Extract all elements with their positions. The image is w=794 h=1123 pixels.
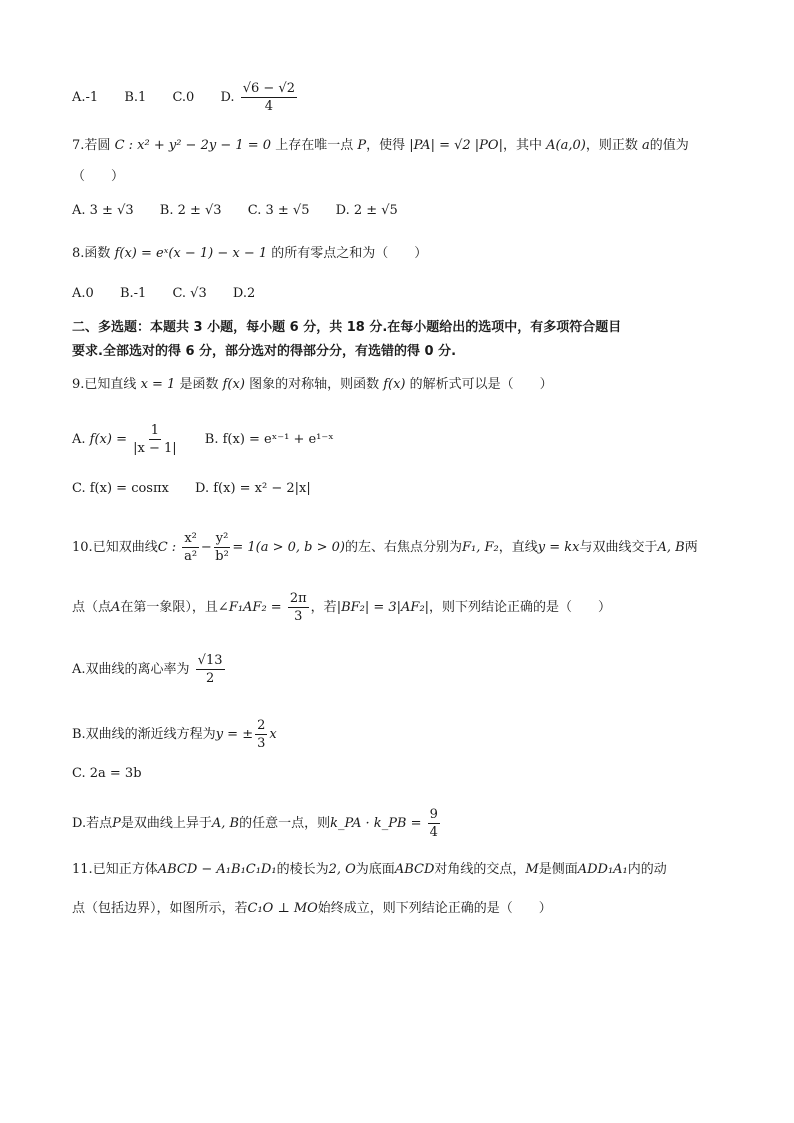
- q10-option-d-num: 9: [429, 807, 438, 822]
- q7-option-c[interactable]: C. 3 ± √5: [247, 203, 310, 218]
- q7-condition: |PA| = √2 |PO|: [409, 138, 503, 153]
- q10-angle-den: 3: [294, 609, 303, 624]
- q7-stem: [72, 136, 689, 156]
- q9-func-1: f(x): [222, 377, 245, 392]
- q11-text-5: 是侧面: [538, 862, 578, 877]
- q11-text-4: 对角线的交点，: [434, 862, 526, 877]
- q11-l2-text-1: 点（包括边界），如图所示，若: [72, 901, 248, 916]
- q10-line: y = kx: [537, 540, 580, 555]
- q7-text-2: 上存在唯一点: [275, 138, 354, 153]
- q10-equation-rhs: = 1(a > 0, b > 0): [232, 540, 345, 555]
- q8-text-1: 函数: [84, 246, 111, 261]
- q10-text-4: 与双曲线交于: [579, 540, 658, 555]
- q10-y-fraction: [214, 532, 231, 563]
- q9-option-c[interactable]: C. f(x) = cosπx: [72, 481, 169, 496]
- q9-axis-line: x = 1: [140, 377, 176, 392]
- q10-points-ab: A, B: [657, 540, 685, 555]
- q9-number: 9.: [72, 377, 85, 392]
- q11-base: ABCD: [394, 862, 435, 877]
- q10-option-b-num: 2: [257, 718, 266, 733]
- q9-option-a[interactable]: [72, 424, 179, 455]
- q6-d-numerator: √6 − √2: [242, 81, 295, 96]
- q11-text-6: 内的动: [627, 862, 667, 877]
- q7-text-4: ，其中: [502, 138, 542, 153]
- q9-option-b[interactable]: B. f(x) = eˣ⁻¹ + e¹⁻ˣ: [204, 432, 334, 447]
- q11-condition: C₁O ⊥ MO: [247, 901, 318, 916]
- q8-option-d[interactable]: D.2: [232, 286, 256, 301]
- q10-option-b-den: 3: [257, 736, 266, 751]
- q10-option-a[interactable]: [72, 654, 227, 685]
- q10-x-den: a²: [184, 549, 198, 564]
- q6-d-denominator: 4: [264, 99, 273, 114]
- q9-options-row-1: [72, 424, 356, 455]
- q10-minus: −: [200, 540, 212, 555]
- q10-option-d[interactable]: [72, 808, 442, 839]
- q6-options: [72, 82, 321, 113]
- q8-text-2: 的所有零点之和为（ ）: [271, 246, 428, 261]
- q10-l2-text-2: 在第一象限），且: [120, 600, 218, 615]
- q11-stem-line-1: [72, 860, 667, 880]
- q7-options: [72, 201, 420, 221]
- q10-condition: |BF₂| = 3|AF₂|: [336, 600, 430, 615]
- q10-option-a-den: 2: [205, 671, 215, 686]
- q7-var-a: a: [641, 138, 650, 153]
- q10-text-5: 两: [684, 540, 698, 555]
- q10-number: 10.: [72, 540, 93, 555]
- q6-option-d-prefix: D.: [220, 90, 235, 105]
- q10-l2-text-3: ，若: [310, 600, 337, 615]
- q10-c-label: C :: [157, 540, 177, 555]
- q8-option-c[interactable]: C. √3: [172, 286, 207, 301]
- q10-stem-line-2: [72, 592, 611, 623]
- q10-option-d-text-1: D.若点: [72, 816, 113, 831]
- q7-number: 7.: [72, 138, 85, 153]
- q10-text-3: ，直线: [498, 540, 538, 555]
- q10-option-d-text-2: 是双曲线上异于: [120, 816, 212, 831]
- q7-answer-paren: （ ）: [72, 169, 125, 184]
- q9-options-row-2: [72, 479, 333, 499]
- q11-l2-text-2: 始终成立，则下列结论正确的是（ ）: [317, 901, 552, 916]
- q10-l2-text-1: 点（点: [72, 600, 112, 615]
- q9-func-2: f(x): [383, 377, 406, 392]
- q10-text-1: 已知双曲线: [92, 540, 158, 555]
- q10-option-d-den: 4: [429, 825, 438, 840]
- q9-text-2: 是函数: [179, 377, 219, 392]
- q10-option-a-fraction: [196, 654, 225, 685]
- q9-a-prefix: A.: [72, 432, 86, 447]
- q7-text-3: ，使得: [366, 138, 406, 153]
- q10-foci: F₁, F₂: [461, 540, 499, 555]
- q9-a-denominator: |x − 1|: [133, 441, 177, 456]
- section-2-heading-line-2: 要求.全部选对的得 6 分，部分选对的得部分分，有选错的得 0 分.: [72, 344, 457, 359]
- q8-options: [72, 284, 277, 304]
- q6-option-b[interactable]: B.1: [124, 90, 147, 105]
- q11-point-m: M: [525, 862, 539, 877]
- q10-l2-text-4: ，则下列结论正确的是（ ）: [429, 600, 612, 615]
- q8-stem: [72, 244, 427, 264]
- q8-function: f(x) = eˣ(x − 1) − x − 1: [114, 246, 268, 261]
- section-2-heading-line-1: 二、多选题：本题共 3 小题，每小题 6 分，共 18 分.在每小题给出的选项中，有多项符合题目: [72, 320, 622, 335]
- q11-side-face: ADD₁A₁: [577, 862, 628, 877]
- q10-option-b-expr: y = ±: [215, 727, 254, 742]
- q11-stem-line-2: [72, 899, 552, 919]
- q9-option-d[interactable]: D. f(x) = x² − 2|x|: [195, 481, 311, 496]
- q10-option-a-text: A.双曲线的离心率为: [72, 662, 190, 677]
- q11-text-1: 已知正方体: [92, 862, 158, 877]
- q10-angle-num: 2π: [289, 591, 307, 606]
- q9-a-numerator: 1: [150, 423, 160, 438]
- q10-y-den: b²: [215, 549, 229, 564]
- q9-stem: [72, 375, 553, 395]
- q9-text-1: 已知直线: [84, 377, 137, 392]
- q11-text-3: 为底面: [355, 862, 395, 877]
- q8-option-b[interactable]: B.-1: [119, 286, 147, 301]
- q10-stem-line-1: [72, 532, 698, 563]
- q9-text-3: 图象的对称轴，则函数: [249, 377, 380, 392]
- q8-option-a[interactable]: A.0: [72, 286, 94, 301]
- q10-y-num: y²: [215, 531, 229, 546]
- q10-option-a-num: √13: [197, 653, 223, 668]
- q6-option-c[interactable]: C.0: [172, 90, 195, 105]
- q9-text-4: 的解析式可以是（ ）: [409, 377, 553, 392]
- q10-option-d-fraction: [428, 808, 440, 839]
- q8-number: 8.: [72, 246, 85, 261]
- q10-option-d-ab: A, B: [211, 816, 240, 831]
- q7-circle-equation: C : x² + y² − 2y − 1 = 0: [114, 138, 272, 153]
- q10-angle: ∠F₁AF₂ =: [217, 600, 282, 615]
- q10-x-num: x²: [184, 531, 197, 546]
- q11-cube: ABCD − A₁B₁C₁D₁: [157, 862, 277, 877]
- q10-text-2: 的左、右焦点分别为: [344, 540, 462, 555]
- q10-option-b-text: B.双曲线的渐近线方程为: [72, 727, 216, 742]
- q7-text-6: 的值为: [649, 138, 689, 153]
- q10-x-fraction: [182, 532, 199, 563]
- q10-option-d-text-3: 的任意一点，则: [239, 816, 331, 831]
- q10-option-d-p: P: [112, 816, 121, 831]
- q9-a-lhs: f(x) =: [89, 432, 127, 447]
- q10-option-b-x: x: [269, 727, 277, 742]
- q6-option-d[interactable]: [220, 82, 299, 113]
- q10-option-d-k: k_PA · k_PB =: [330, 816, 422, 831]
- q7-point-p: P: [357, 138, 367, 153]
- q7-point-a: A(a,0): [546, 138, 586, 153]
- q10-option-b[interactable]: [72, 719, 277, 750]
- q7-text-5: ，则正数: [585, 138, 638, 153]
- q10-option-c[interactable]: C. 2a = 3b: [72, 766, 142, 781]
- q6-option-d-fraction: [241, 82, 297, 113]
- q9-a-fraction: [133, 424, 177, 455]
- q7-option-a[interactable]: A. 3 ± √3: [72, 203, 134, 218]
- q7-option-b[interactable]: B. 2 ± √3: [159, 203, 222, 218]
- q10-l2-point-a: A: [111, 600, 121, 615]
- q10-angle-fraction: [288, 592, 309, 623]
- q6-option-a[interactable]: A.-1: [72, 90, 99, 105]
- q11-length: 2, O: [328, 862, 356, 877]
- q7-option-d[interactable]: D. 2 ± √5: [335, 203, 398, 218]
- q10-option-b-fraction: [255, 719, 267, 750]
- q11-number: 11.: [72, 862, 93, 877]
- q7-text-1: 若圆: [84, 138, 111, 153]
- q11-text-2: 的棱长为: [276, 862, 329, 877]
